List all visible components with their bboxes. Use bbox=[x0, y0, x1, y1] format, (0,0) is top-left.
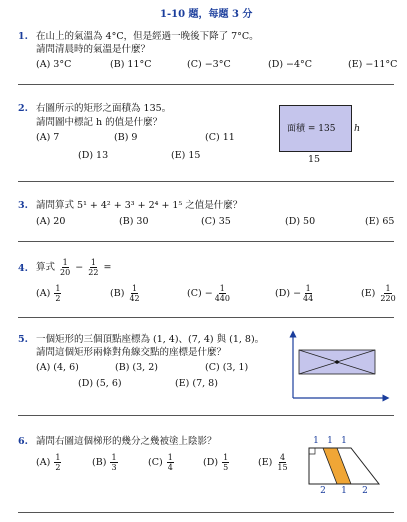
q1-option-e[interactable]: (E) −11°C bbox=[348, 59, 398, 70]
divider-2 bbox=[18, 181, 394, 182]
q4-fraction-1: $\frac{1}{20}$ bbox=[60, 258, 71, 277]
question-number-5: 5. bbox=[18, 334, 28, 345]
q3-option-a[interactable]: (A) 20 bbox=[36, 216, 66, 227]
q4-option-e[interactable]: (E) $\frac{1}{220}$ bbox=[361, 284, 396, 303]
q6-top-label-2: 1 bbox=[327, 436, 333, 446]
q2-option-b[interactable]: (B) 9 bbox=[114, 132, 138, 143]
q1-option-d[interactable]: (D) −4°C bbox=[268, 59, 313, 70]
q3-option-e[interactable]: (E) 65 bbox=[365, 216, 395, 227]
q6-trapezoid-figure bbox=[300, 432, 390, 496]
q2-option-e[interactable]: (E) 15 bbox=[171, 150, 201, 161]
q1-option-c[interactable]: (C) −3°C bbox=[187, 59, 231, 70]
q4-option-b[interactable]: (B) $\frac{1}{42}$ bbox=[110, 284, 140, 303]
q2-option-a[interactable]: (A) 7 bbox=[36, 132, 60, 143]
q3-option-d[interactable]: (D) 50 bbox=[285, 216, 316, 227]
divider-3 bbox=[18, 241, 394, 242]
q4-option-d[interactable]: (D) − $\frac{1}{44}$ bbox=[275, 284, 314, 303]
q3-option-b[interactable]: (B) 30 bbox=[119, 216, 149, 227]
q6-bottom-label-2: 1 bbox=[341, 486, 347, 496]
q6-line1: 請問右圖這個梯形的幾分之幾被塗上陰影？ bbox=[36, 436, 217, 447]
q1-option-a[interactable]: (A) 3°C bbox=[36, 59, 72, 70]
q5-option-d[interactable]: (D) (5, 6) bbox=[78, 378, 122, 389]
q5-line2: 請問這個矩形兩條對角線交點的座標是什麼？ bbox=[36, 347, 227, 358]
q4-option-a[interactable]: (A) $\frac{1}{2}$ bbox=[36, 284, 61, 303]
q2-height-label: h bbox=[354, 123, 361, 134]
divider-6 bbox=[18, 512, 394, 513]
q5-option-a[interactable]: (A) (4, 6) bbox=[36, 362, 79, 373]
q6-option-d[interactable]: (D) $\frac{1}{5}$ bbox=[203, 453, 229, 472]
q2-area-label: 面積 = 135 bbox=[287, 124, 336, 134]
q5-option-b[interactable]: (B) (3, 2) bbox=[115, 362, 158, 373]
question-number-3: 3. bbox=[18, 200, 28, 211]
q2-line2: 請問圖中標記 h 的值是什麼？ bbox=[36, 117, 163, 128]
q6-option-a[interactable]: (A) $\frac{1}{2}$ bbox=[36, 453, 61, 472]
q1-line1: 在山上的氣溫為 4°C，但是經過一晚後下降了 7°C。 bbox=[36, 31, 259, 42]
q6-shaded-region bbox=[323, 448, 351, 484]
q5-coordinate-figure bbox=[283, 328, 393, 404]
divider-4 bbox=[18, 317, 394, 318]
q4-equals: = bbox=[103, 262, 112, 273]
divider-5 bbox=[18, 415, 394, 416]
q2-option-d[interactable]: (D) 13 bbox=[78, 150, 109, 161]
q6-option-e[interactable]: (E) $\frac{4}{15}$ bbox=[258, 453, 288, 472]
q4-minus: − bbox=[75, 262, 84, 273]
q6-option-b[interactable]: (B) $\frac{1}{3}$ bbox=[92, 453, 117, 472]
question-number-1: 1. bbox=[18, 31, 28, 42]
q5-option-e[interactable]: (E) (7, 8) bbox=[175, 378, 218, 389]
question-number-6: 6. bbox=[18, 436, 28, 447]
q4-prefix: 算式 bbox=[36, 262, 56, 273]
q6-top-label-3: 1 bbox=[341, 436, 347, 446]
q5-line1: 一個矩形的三個頂點座標為 (1, 4)、(7, 4) 與 (1, 8)。 bbox=[36, 334, 265, 345]
q2-width-label: 15 bbox=[308, 154, 321, 165]
question-number-4: 4. bbox=[18, 263, 28, 274]
q5-intersection-point bbox=[335, 360, 339, 364]
question-number-2: 2. bbox=[18, 103, 28, 114]
q4-option-c[interactable]: (C) − $\frac{1}{440}$ bbox=[187, 284, 230, 303]
q3-option-c[interactable]: (C) 35 bbox=[201, 216, 231, 227]
q2-line1: 右圖所示的矩形之面積為 135。 bbox=[36, 103, 172, 114]
q6-option-c[interactable]: (C) $\frac{1}{4}$ bbox=[148, 453, 173, 472]
divider-1 bbox=[18, 84, 394, 85]
q6-bottom-label-3: 2 bbox=[362, 486, 368, 496]
q5-option-c[interactable]: (C) (3, 1) bbox=[205, 362, 249, 373]
section-header: 1-10 題，每題 3 分 bbox=[160, 9, 253, 20]
q6-top-label-1: 1 bbox=[313, 436, 319, 446]
q6-right-angle-mark bbox=[309, 448, 315, 454]
q1-option-b[interactable]: (B) 11°C bbox=[110, 59, 152, 70]
q6-bottom-label-1: 2 bbox=[320, 486, 326, 496]
q4-expression bbox=[36, 258, 111, 278]
q3-line1: 請問算式 5¹ + 4² + 3³ + 2⁴ + 1⁵ 之值是什麼？ bbox=[36, 200, 243, 211]
q1-line2: 請問清晨時的氣溫是什麼？ bbox=[36, 44, 151, 55]
q4-fraction-2: $\frac{1}{22}$ bbox=[88, 258, 99, 277]
q2-option-c[interactable]: (C) 11 bbox=[205, 132, 235, 143]
